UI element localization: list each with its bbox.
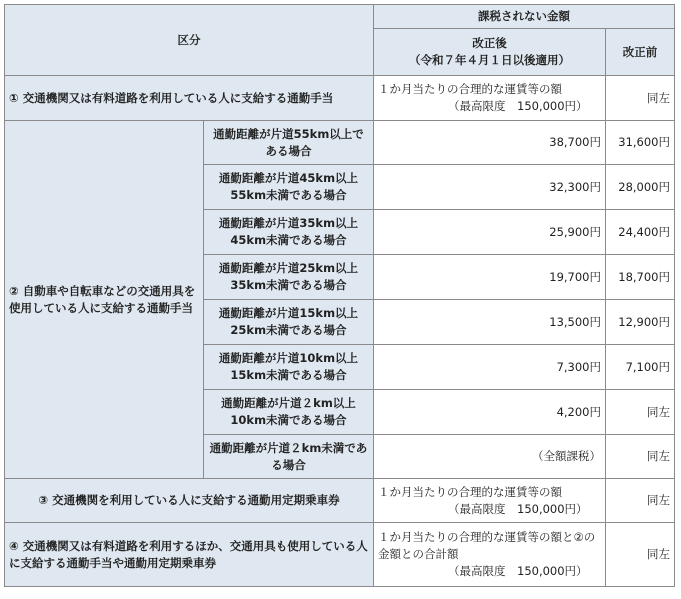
row2-label: ② 自動車や自転車などの交通用具を使用している人に支給する通勤手当 bbox=[5, 121, 204, 479]
row2-distance-3: 通勤距離が片道25km以上35km未満である場合 bbox=[204, 255, 374, 300]
row3-label: ③ 交通機関を利用している人に支給する通勤用定期乗車券 bbox=[5, 479, 374, 523]
row2-before-0: 31,600円 bbox=[606, 121, 675, 165]
row2-before-6: 同左 bbox=[606, 390, 675, 435]
row4-after-line2: （最高限度 150,000円） bbox=[448, 563, 588, 578]
header-after-revision-label: 改正後 bbox=[472, 36, 507, 51]
header-before-revision: 改正前 bbox=[606, 29, 675, 76]
row2-before-4: 12,900円 bbox=[606, 300, 675, 345]
row2-after-3: 19,700円 bbox=[374, 255, 606, 300]
row3-after-line1: １か月当たりの合理的な運賃等の額 bbox=[378, 484, 562, 499]
row2-after-4: 13,500円 bbox=[374, 300, 606, 345]
header-category: 区分 bbox=[5, 5, 374, 76]
row1-label: ① 交通機関又は有料道路を利用している人に支給する通勤手当 bbox=[5, 76, 374, 121]
row2-after-6: 4,200円 bbox=[374, 390, 606, 435]
row1-after-line2: （最高限度 150,000円） bbox=[448, 99, 588, 113]
commuting-allowance-table bbox=[4, 4, 675, 587]
row2-after-0: 38,700円 bbox=[374, 121, 606, 165]
header-untaxed-amount: 課税されない金額 bbox=[374, 5, 675, 29]
row2-before-2: 24,400円 bbox=[606, 210, 675, 255]
header-after-revision bbox=[374, 29, 606, 76]
row4-before: 同左 bbox=[606, 523, 675, 587]
row2-distance-6: 通勤距離が片道２km以上10km未満である場合 bbox=[204, 390, 374, 435]
row2-before-1: 28,000円 bbox=[606, 165, 675, 210]
row4-label: ④ 交通機関又は有料道路を利用するほか、交通用具も使用している人に支給する通勤手当や通勤用定期乗車券 bbox=[5, 523, 374, 587]
row1-after-line1: １か月当たりの合理的な運賃等の額 bbox=[378, 82, 562, 97]
row2-after-1: 32,300円 bbox=[374, 165, 606, 210]
row2-after-2: 25,900円 bbox=[374, 210, 606, 255]
row2-distance-1: 通勤距離が片道45km以上55km未満である場合 bbox=[204, 165, 374, 210]
row2-before-3: 18,700円 bbox=[606, 255, 675, 300]
row2-distance-5: 通勤距離が片道10km以上15km未満である場合 bbox=[204, 345, 374, 390]
row1-before: 同左 bbox=[606, 76, 675, 121]
row2-distance-0: 通勤距離が片道55km以上である場合 bbox=[204, 121, 374, 165]
row2-distance-7: 通勤距離が片道２km未満である場合 bbox=[204, 435, 374, 479]
row2-before-7: 同左 bbox=[606, 435, 675, 479]
row2-before-5: 7,100円 bbox=[606, 345, 675, 390]
row1-after bbox=[374, 76, 606, 121]
header-after-revision-note: （令和７年４月１日以後適用） bbox=[409, 53, 570, 67]
row2-after-5: 7,300円 bbox=[374, 345, 606, 390]
row3-after-line2: （最高限度 150,000円） bbox=[448, 501, 588, 516]
row4-after bbox=[374, 523, 606, 587]
row3-after bbox=[374, 479, 606, 523]
row3-before: 同左 bbox=[606, 479, 675, 523]
row4-after-line1: １か月当たりの合理的な運賃等の額と②の金額との合計額 bbox=[378, 530, 596, 562]
row2-distance-2: 通勤距離が片道35km以上45km未満である場合 bbox=[204, 210, 374, 255]
row2-after-7: （全額課税） bbox=[374, 435, 606, 479]
row2-distance-4: 通勤距離が片道15km以上25km未満である場合 bbox=[204, 300, 374, 345]
